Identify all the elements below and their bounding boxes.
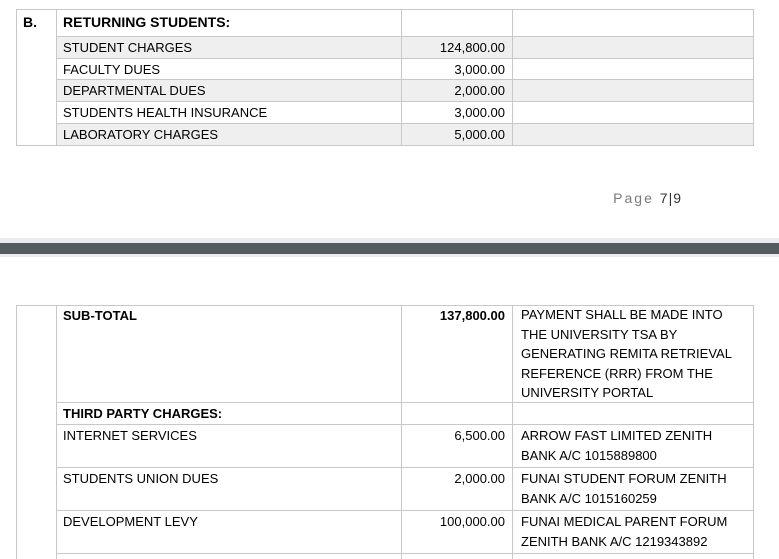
row-item: DEVELOPMENT LEVY: [63, 514, 198, 529]
row-amount: 2,000.00: [454, 471, 505, 486]
row-remark: ARROW FAST LIMITED ZENITH BANK A/C 1015889800: [521, 428, 713, 463]
third-party-title: THIRD PARTY CHARGES:: [63, 406, 223, 421]
section-title: RETURNING STUDENTS:: [63, 14, 231, 30]
row-amount: 6,500.00: [454, 428, 505, 443]
row-item: LABORATORY CHARGES: [63, 127, 219, 142]
row-remark: FUNAI STUDENT FORUM ZENITH BANK A/C 1015160259: [521, 471, 727, 506]
page-total: 9: [673, 190, 682, 206]
page-separator: |: [668, 190, 674, 206]
row-item: STUDENT CHARGES: [63, 40, 193, 55]
row-amount: 3,000.00: [454, 105, 505, 120]
row-amount: 3,000.00: [454, 62, 505, 77]
row-item: FACULTY DUES: [63, 62, 161, 77]
row-amount: 100,000.00: [439, 514, 505, 529]
subtotal-amount: 137,800.00: [439, 308, 505, 323]
page-word: Page: [613, 190, 654, 206]
row-item: STUDENTS UNION DUES: [63, 471, 219, 486]
row-item: INTERNET SERVICES: [63, 428, 197, 443]
page-break: [0, 243, 779, 254]
row-remark: FUNAI MEDICAL PARENT FORUM ZENITH BANK A/C 1219343892: [521, 514, 728, 549]
row-item: STUDENTS HEALTH INSURANCE: [63, 105, 268, 120]
row-amount: 124,800.00: [439, 40, 505, 55]
row-item: DEPARTMENTAL DUES: [63, 83, 206, 98]
subtotal-label: SUB-TOTAL: [63, 308, 137, 323]
page-current: 7: [659, 190, 669, 206]
section-label: B.: [23, 14, 37, 30]
row-amount: 5,000.00: [454, 127, 505, 142]
subtotal-remark: PAYMENT SHALL BE MADE INTO THE UNIVERSITY TSA BY GENERATING REMITA RETRIEVAL REFERENCE (RRR) FROM THE UNIVERSITY PORTAL: [521, 307, 732, 400]
row-amount: 2,000.00: [454, 83, 505, 98]
page-break-shadow: [0, 254, 779, 257]
page-number: [613, 190, 682, 206]
